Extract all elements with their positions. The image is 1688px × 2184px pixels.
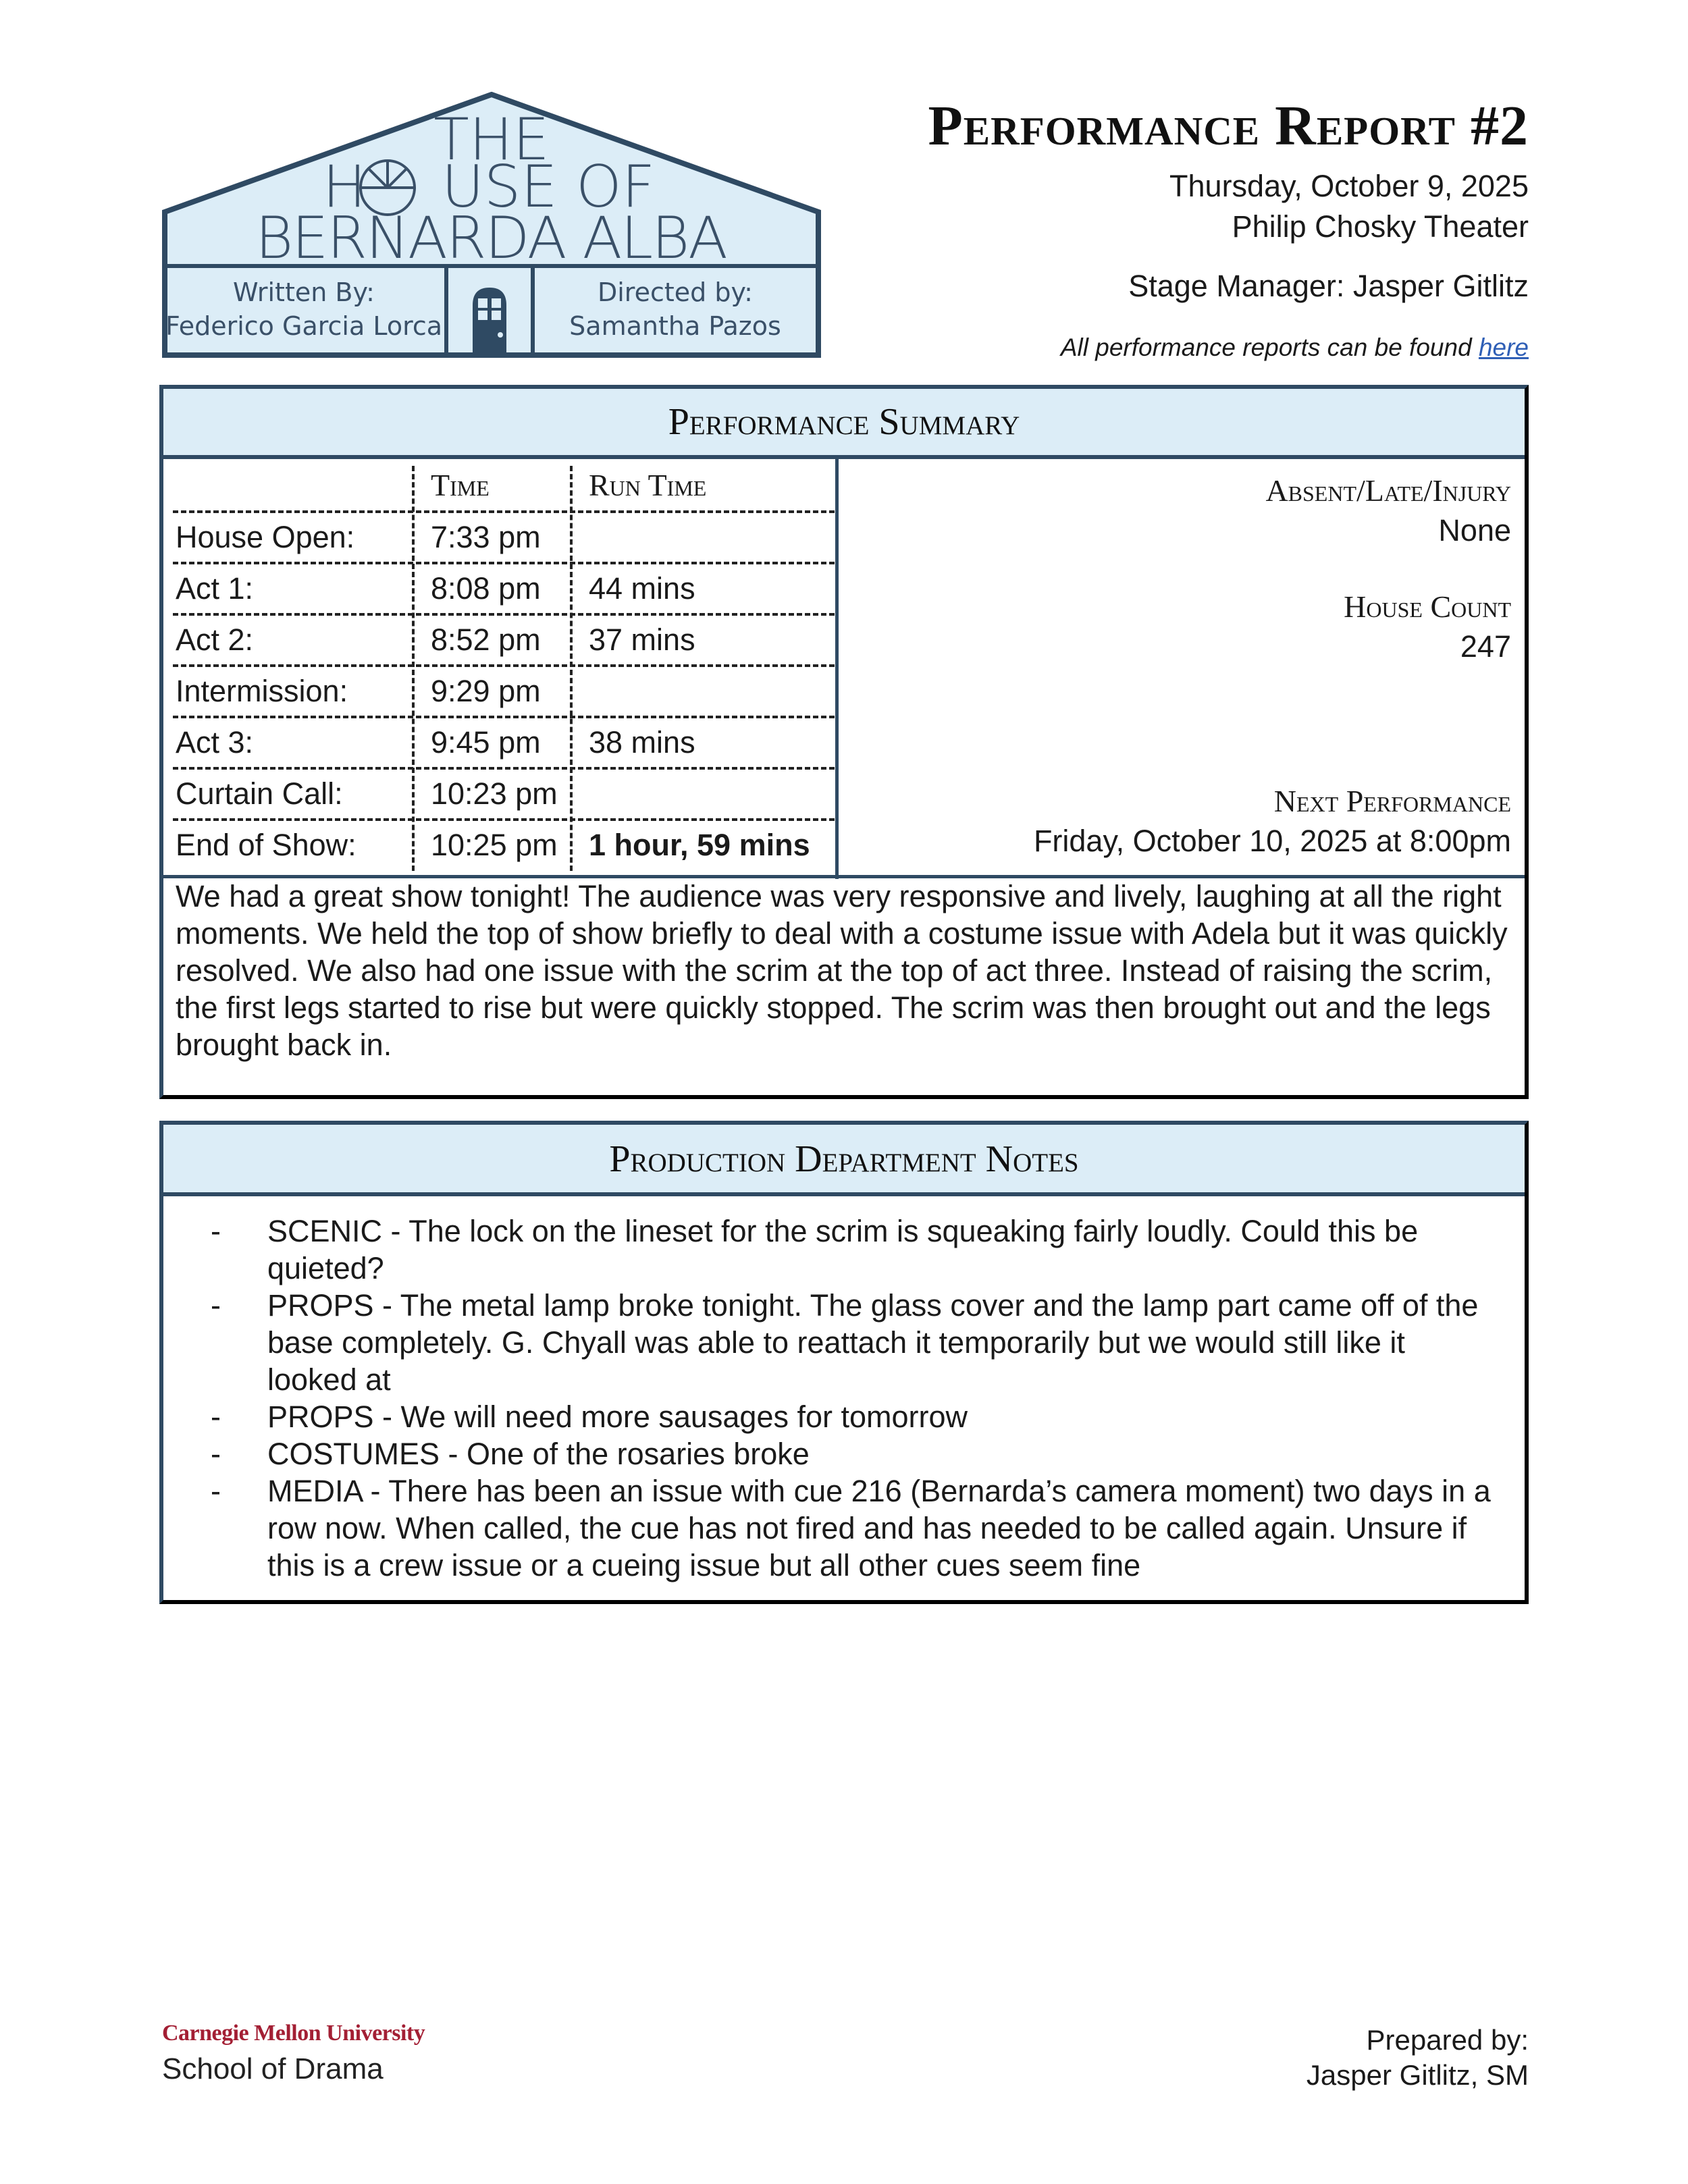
row-label: End of Show: [176, 828, 357, 862]
logo-line-2-left: H [322, 153, 367, 221]
written-by-label: Written By: [233, 277, 375, 307]
row-time: 8:52 pm [431, 622, 541, 657]
production-notes-heading: Production Department Notes [163, 1125, 1525, 1196]
production-notes-list [211, 1213, 1494, 1584]
table-row [163, 818, 835, 870]
row-time: 9:29 pm [431, 674, 541, 708]
dashed-divider [173, 613, 835, 616]
row-time: 10:25 pm [431, 828, 558, 862]
row-label: Act 2: [176, 622, 254, 657]
university-logo: Carnegie Mellon University [162, 2021, 425, 2046]
performance-summary-section [159, 385, 1529, 1099]
logo-line-2-right: USE OF [441, 153, 656, 221]
show-logo [161, 92, 822, 359]
performance-notes-text: We had a great show tonight! The audience was very responsive and lively, laughing at all the right moments. We held the top of show briefly to deal with a costume issue with Adela but it was quickly resolved. We also had one issue with the scrim at the top of act three. Instead of raising the scrim, the first legs started to rise but were quickly stopped. The scrim was then brought out and the legs brought back in. [176, 879, 1508, 1062]
row-time: 9:45 pm [431, 725, 541, 760]
row-label: Intermission: [176, 674, 348, 708]
row-label: Curtain Call: [176, 776, 343, 811]
stage-manager: Stage Manager: Jasper Gitlitz [1128, 269, 1529, 303]
row-run-time-total: 1 hour, 59 mins [589, 828, 810, 862]
dashed-divider [173, 818, 835, 821]
logo-line-1: THE [433, 106, 550, 174]
timing-table [163, 459, 839, 879]
prepared-by-label: Prepared by: [1366, 2024, 1529, 2056]
house-count-value: 247 [1460, 629, 1511, 664]
row-time: 7:33 pm [431, 520, 541, 554]
next-performance-value: Friday, October 10, 2025 at 8:00pm [1033, 824, 1511, 858]
row-label: House Open: [176, 520, 355, 554]
playwright-name: Federico Garcia Lorca [165, 311, 443, 341]
next-performance-label: Next Performance [1273, 784, 1511, 818]
reports-link[interactable]: here [1478, 334, 1529, 361]
house-logo-graphic [161, 92, 822, 359]
logo-line-3: BERNARDA ALBA [255, 205, 728, 272]
row-run-time: 38 mins [589, 725, 695, 760]
reports-text: All performance reports can be found [1060, 334, 1479, 361]
row-run-time [573, 664, 851, 716]
door-icon [473, 288, 506, 355]
production-notes-section [159, 1121, 1529, 1604]
dashed-divider [173, 510, 835, 513]
dashed-column-divider [570, 466, 573, 871]
prepared-by-name: Jasper Gitlitz, SM [1306, 2059, 1529, 2091]
report-title: Performance Report #2 [928, 95, 1529, 157]
dashed-column-divider [412, 466, 415, 871]
table-row [163, 510, 835, 562]
row-run-time [573, 767, 851, 818]
venue-name: Philip Chosky Theater [1232, 209, 1529, 244]
dashed-divider [173, 716, 835, 718]
row-label: Act 1: [176, 571, 254, 606]
table-row [163, 613, 835, 664]
performance-date: Thursday, October 9, 2025 [1169, 169, 1529, 203]
row-time: 10:23 pm [431, 776, 558, 811]
absent-late-injury-value: None [1438, 513, 1511, 548]
absent-late-injury-label: Absent/Late/Injury [1265, 473, 1511, 508]
table-row [163, 562, 835, 613]
performance-summary-heading: Performance Summary [163, 389, 1525, 459]
table-row [163, 664, 835, 716]
table-row [163, 716, 835, 767]
table-row [163, 767, 835, 818]
header-run-time: Run Time [589, 468, 707, 502]
timing-header-row [163, 459, 835, 510]
list-item: - COSTUMES - One of the rosaries broke [211, 1435, 1494, 1472]
list-item: - MEDIA - There has been an issue with cue 216 (Bernarda’s camera moment) two days in a row now. When called, the cue has not fired and has needed to be called again. Unsure if this is a crew issue or a cueing issue but all other cues seem fine [211, 1472, 1494, 1584]
row-time: 8:08 pm [431, 571, 541, 606]
house-count-label: House Count [1344, 589, 1511, 624]
dashed-divider [173, 664, 835, 667]
directed-by-label: Directed by: [597, 277, 754, 307]
header-blank [176, 459, 412, 510]
list-item: - PROPS - The metal lamp broke tonight. The glass cover and the lamp part came off of the base completely. G. Chyall was able to reattach it temporarily but we would still like it looked at [211, 1287, 1494, 1398]
reports-line [1061, 334, 1529, 362]
row-run-time: 37 mins [589, 622, 695, 657]
dashed-divider [173, 562, 835, 564]
row-run-time: 44 mins [589, 571, 695, 606]
school-name: School of Drama [162, 2052, 384, 2085]
header-time: Time [431, 468, 490, 502]
dashed-divider [173, 767, 835, 770]
list-item: - PROPS - We will need more sausages for tomorrow [211, 1398, 1494, 1435]
row-label: Act 3: [176, 725, 254, 760]
row-run-time [573, 510, 851, 562]
list-item: - SCENIC - The lock on the lineset for the scrim is squeaking fairly loudly. Could this be quieted? [211, 1213, 1494, 1287]
director-name: Samantha Pazos [569, 311, 781, 341]
